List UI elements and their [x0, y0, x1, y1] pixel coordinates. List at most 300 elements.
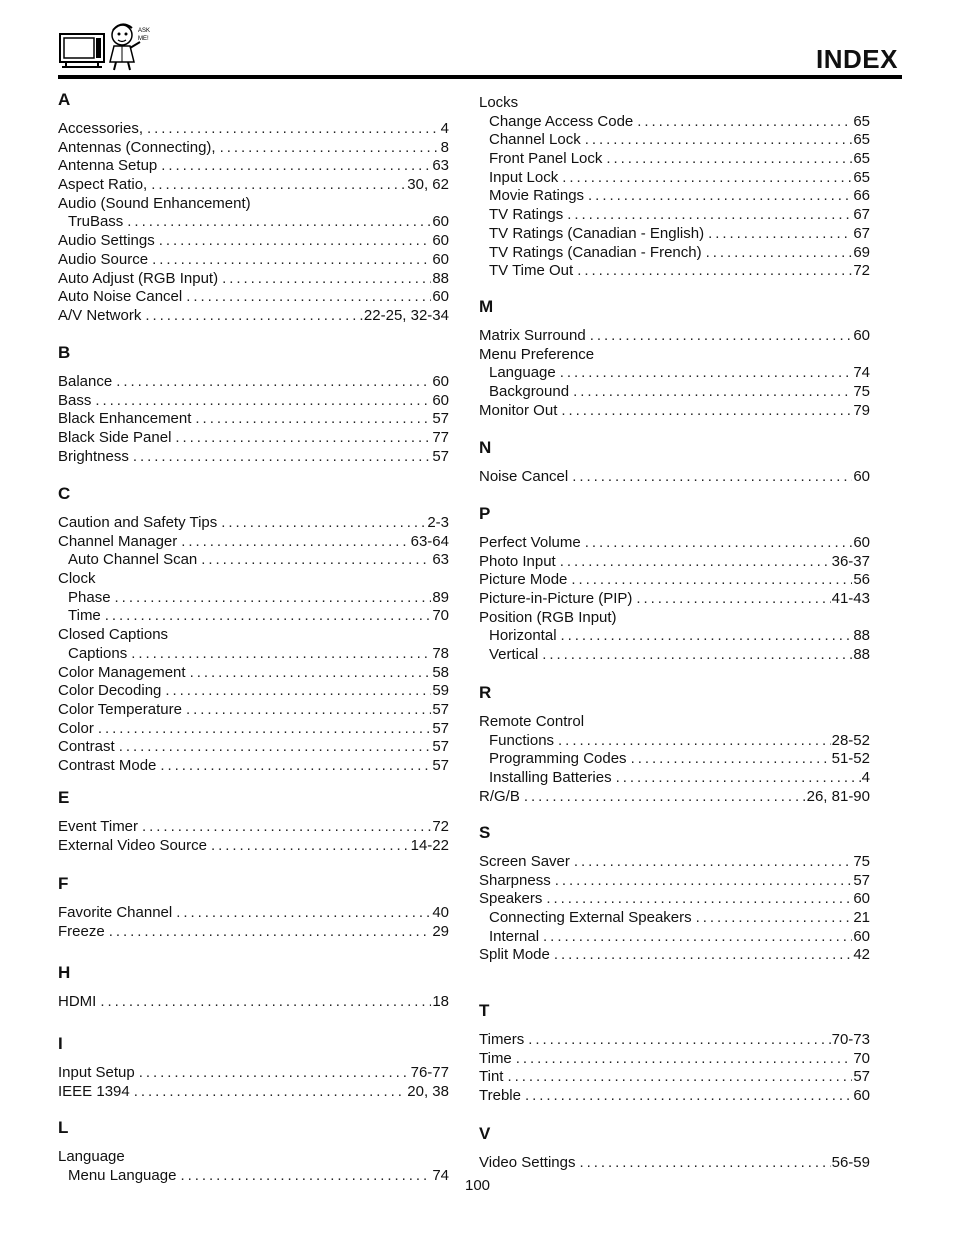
entry-label: Horizontal — [489, 627, 557, 645]
dot-leader — [616, 769, 861, 788]
dot-leader — [555, 872, 853, 891]
dot-leader — [98, 720, 431, 739]
index-entry — [58, 514, 449, 533]
dot-leader — [516, 1050, 853, 1069]
entry-page: 70 — [853, 1049, 870, 1067]
index-entry — [58, 757, 449, 776]
dot-leader — [221, 514, 426, 533]
entry-page: 72 — [853, 262, 870, 280]
dot-leader — [195, 410, 431, 429]
index-entry — [479, 590, 870, 609]
entry-page: 57 — [432, 719, 449, 737]
dot-leader — [543, 928, 852, 947]
entry-label: Color — [58, 719, 94, 737]
section-letter: E — [58, 788, 70, 807]
section-letter: V — [479, 1124, 491, 1143]
dot-leader — [147, 120, 440, 139]
index-entry — [58, 1148, 449, 1167]
index-entry — [58, 195, 449, 214]
entry-page: 60 — [432, 373, 449, 390]
entry-page: 72 — [432, 818, 449, 835]
dot-leader — [577, 262, 852, 281]
index-entry — [479, 1154, 870, 1173]
index-subentry — [58, 551, 449, 570]
entry-page: 63-64 — [410, 532, 449, 550]
entry-page: 60 — [432, 288, 449, 306]
entry-page: 60 — [432, 213, 449, 231]
dot-leader — [561, 402, 852, 421]
dot-leader — [180, 1167, 431, 1186]
dot-leader — [159, 232, 432, 251]
entry-label: Channel Manager — [58, 532, 178, 550]
dot-leader — [574, 853, 852, 872]
dot-leader — [573, 383, 852, 402]
entry-page: 57 — [432, 410, 449, 428]
entry-label: Vertical — [489, 646, 539, 664]
index-subentry — [479, 113, 870, 132]
entry-page: 2-3 — [427, 514, 449, 531]
index-section-m — [479, 295, 870, 420]
section-letter: R — [479, 683, 492, 702]
dot-leader — [127, 213, 431, 232]
index-subentry — [479, 627, 870, 646]
index-entry — [479, 713, 870, 732]
svg-text:ASK: ASK — [138, 28, 151, 34]
entry-label: Auto Noise Cancel — [58, 288, 183, 306]
index-entry — [479, 346, 870, 365]
dot-leader — [105, 607, 432, 626]
entry-label: Functions — [489, 731, 555, 749]
entry-page: 14-22 — [410, 836, 449, 854]
dot-leader — [637, 113, 852, 132]
index-subentry — [479, 206, 870, 225]
index-entry — [479, 534, 870, 553]
index-entry — [58, 157, 449, 176]
dot-leader — [708, 225, 852, 244]
index-section-r — [479, 681, 870, 806]
dot-leader — [554, 946, 852, 965]
entry-page: 56 — [853, 571, 870, 589]
entry-page: 65 — [853, 112, 870, 130]
dot-leader — [176, 904, 431, 923]
index-entry — [58, 139, 449, 158]
entry-label: Auto Channel Scan — [68, 551, 198, 569]
entry-label: Antenna Setup — [58, 157, 158, 175]
entry-label: External Video Source — [58, 836, 207, 854]
entry-label: Treble — [479, 1087, 521, 1105]
index-entry — [58, 448, 449, 467]
section-letter: S — [479, 823, 491, 842]
dot-leader — [142, 818, 431, 837]
dot-leader — [134, 1083, 407, 1102]
entry-page: 29 — [432, 922, 449, 940]
entry-label: Matrix Surround — [479, 327, 586, 344]
entry-label: Time — [68, 607, 101, 625]
entry-page: 88 — [432, 269, 449, 287]
index-entry — [58, 392, 449, 411]
entry-page: 60 — [432, 232, 449, 250]
entry-label: Contrast Mode — [58, 756, 157, 774]
dot-leader — [181, 533, 409, 552]
entry-label: Video Settings — [479, 1154, 576, 1171]
index-subentry — [58, 607, 449, 626]
page-number: 100 — [465, 1177, 491, 1194]
index-section-h — [58, 961, 449, 1012]
index-entry — [479, 327, 870, 346]
index-section-locks — [479, 94, 870, 281]
entry-page: 21 — [853, 909, 870, 927]
entry-page: 60 — [853, 1087, 870, 1105]
entry-label: Antennas (Connecting), — [58, 138, 216, 156]
entry-label: Channel Lock — [489, 131, 581, 149]
index-entry — [479, 853, 870, 872]
entry-label: Connecting External Speakers — [489, 909, 692, 927]
dot-leader — [145, 307, 363, 326]
dot-leader — [572, 468, 852, 487]
index-subentry — [58, 1167, 449, 1186]
index-entry — [58, 270, 449, 289]
dot-leader — [165, 682, 431, 701]
index-section-l — [58, 1116, 449, 1185]
entry-page: 57 — [853, 871, 870, 889]
entry-page: 57 — [432, 447, 449, 465]
entry-label: TV Ratings — [489, 206, 564, 224]
dot-leader — [95, 392, 431, 411]
dot-leader — [133, 448, 431, 467]
entry-page: 60 — [853, 890, 870, 908]
entry-label: Color Management — [58, 663, 186, 681]
index-entry — [58, 818, 449, 837]
entry-page: 65 — [853, 168, 870, 186]
entry-label: Bass — [58, 391, 92, 409]
index-entry — [479, 402, 870, 421]
entry-label: Clock — [58, 570, 96, 588]
index-entry — [58, 682, 449, 701]
index-entry — [479, 468, 870, 487]
entry-label: A/V Network — [58, 306, 142, 324]
index-entry — [479, 553, 870, 572]
entry-label: Contrast — [58, 738, 115, 756]
entry-page: 8 — [440, 138, 449, 156]
entry-page: 36-37 — [831, 552, 870, 570]
entry-label: Audio (Sound Enhancement) — [58, 194, 251, 212]
entry-page: 20, 38 — [407, 1082, 449, 1100]
entry-label: Audio Settings — [58, 232, 155, 250]
dot-leader — [606, 150, 852, 169]
entry-page: 60 — [853, 927, 870, 945]
dot-leader — [524, 788, 806, 807]
entry-label: TV Ratings (Canadian - French) — [489, 243, 702, 261]
dot-leader — [507, 1068, 852, 1087]
dot-leader — [558, 732, 831, 751]
index-entry — [58, 120, 449, 139]
index-entry — [479, 1087, 870, 1106]
entry-label: IEEE 1394 — [58, 1082, 130, 1100]
page-title: INDEX — [816, 44, 898, 74]
index-section-f — [58, 872, 449, 941]
dot-leader — [186, 701, 431, 720]
entry-label: Time — [479, 1049, 512, 1067]
index-section-n — [479, 436, 870, 487]
entry-page: 57 — [432, 756, 449, 774]
entry-page: 89 — [432, 588, 449, 606]
index-subentry — [479, 187, 870, 206]
entry-page: 26, 81-90 — [806, 787, 870, 805]
entry-page: 18 — [432, 993, 449, 1010]
index-entry — [58, 1064, 449, 1083]
entry-label: Black Enhancement — [58, 410, 192, 428]
dot-leader — [186, 288, 431, 307]
entry-label: Tint — [479, 1068, 504, 1086]
entry-label: Photo Input — [479, 552, 556, 570]
entry-label: Accessories, — [58, 120, 144, 137]
entry-page: 40 — [432, 904, 449, 921]
index-subentry — [479, 225, 870, 244]
section-letter: I — [58, 1034, 63, 1053]
entry-page: 60 — [432, 250, 449, 268]
dot-leader — [160, 757, 431, 776]
index-entry — [479, 609, 870, 628]
entry-page: 58 — [432, 663, 449, 681]
index-subentry — [479, 909, 870, 928]
entry-label: Front Panel Lock — [489, 150, 603, 168]
index-subentry — [479, 732, 870, 751]
entry-label: Language — [58, 1148, 125, 1165]
index-section-v — [479, 1122, 870, 1173]
entry-label: Sharpness — [479, 871, 551, 889]
index-subentry — [58, 213, 449, 232]
entry-label: Internal — [489, 927, 540, 945]
dot-leader — [119, 738, 432, 757]
entry-page: 60 — [432, 391, 449, 409]
index-subentry — [479, 131, 870, 150]
dot-leader — [560, 364, 853, 383]
entry-label: Closed Captions — [58, 626, 169, 644]
index-subentry — [58, 645, 449, 664]
index-entry — [58, 176, 449, 195]
section-letter: L — [58, 1118, 69, 1137]
index-entry — [479, 571, 870, 590]
index-subentry — [479, 383, 870, 402]
index-entry — [58, 837, 449, 856]
dot-leader — [211, 837, 410, 856]
entry-label: TV Time Out — [489, 262, 574, 280]
header-rule — [58, 75, 902, 79]
section-letter: F — [58, 874, 69, 893]
entry-label: TruBass — [68, 213, 124, 231]
entry-page: 74 — [853, 364, 870, 382]
entry-page: 56-59 — [831, 1154, 870, 1171]
entry-label: Menu Language — [68, 1166, 177, 1184]
entry-label: Aspect Ratio, — [58, 176, 148, 194]
index-section-p — [479, 502, 870, 665]
entry-page: 28-52 — [831, 731, 870, 749]
entry-label: Monitor Out — [479, 401, 558, 419]
entry-label: TV Ratings (Canadian - English) — [489, 224, 705, 242]
entry-page: 77 — [432, 429, 449, 447]
entry-label: Position (RGB Input) — [479, 608, 617, 626]
index-subentry — [479, 646, 870, 665]
entry-label: Timers — [479, 1031, 525, 1048]
index-entry — [58, 664, 449, 683]
dot-leader — [542, 646, 852, 665]
section-letter: A — [58, 90, 71, 109]
svg-text:ME!: ME! — [138, 36, 149, 42]
entry-page: 69 — [853, 243, 870, 261]
index-section-b — [58, 341, 449, 466]
index-subentry — [479, 769, 870, 788]
section-letter: N — [479, 438, 492, 457]
entry-page: 74 — [432, 1166, 449, 1184]
index-subentry — [479, 262, 870, 281]
entry-page: 67 — [853, 224, 870, 242]
entry-page: 42 — [853, 946, 870, 964]
entry-label: Black Side Panel — [58, 429, 172, 447]
ask-me-logo — [58, 18, 158, 72]
index-entry — [58, 533, 449, 552]
entry-page: 60 — [853, 468, 870, 485]
dot-leader — [696, 909, 853, 928]
section-letter: B — [58, 343, 71, 362]
dot-leader — [585, 131, 853, 150]
index-section-c — [58, 482, 449, 776]
index-section-s — [479, 821, 870, 965]
entry-page: 4 — [861, 769, 870, 787]
index-subentry — [479, 244, 870, 263]
index-entry — [479, 1031, 870, 1050]
index-subentry — [479, 364, 870, 383]
entry-page: 57 — [853, 1068, 870, 1086]
entry-page: 57 — [432, 738, 449, 756]
entry-label: Programming Codes — [489, 750, 627, 768]
index-entry — [58, 288, 449, 307]
dot-leader — [222, 270, 431, 289]
entry-label: Captions — [68, 644, 128, 662]
index-entry — [479, 788, 870, 807]
entry-page: 63 — [432, 157, 449, 175]
entry-label: Remote Control — [479, 713, 585, 730]
entry-page: 66 — [853, 187, 870, 205]
dot-leader — [190, 664, 432, 683]
dot-leader — [528, 1031, 830, 1050]
entry-label: Caution and Safety Tips — [58, 514, 218, 531]
dot-leader — [116, 373, 431, 392]
index-entry — [58, 904, 449, 923]
index-subentry — [479, 928, 870, 947]
index-section-a — [58, 88, 449, 326]
entry-page: 59 — [432, 682, 449, 700]
dot-leader — [562, 169, 852, 188]
entry-label: Movie Ratings — [489, 187, 585, 205]
dot-leader — [585, 534, 853, 553]
index-subentry — [479, 169, 870, 188]
index-entry — [479, 872, 870, 891]
entry-page: 88 — [853, 627, 870, 645]
entry-label: Favorite Channel — [58, 904, 173, 921]
index-entry — [479, 890, 870, 909]
index-entry — [58, 738, 449, 757]
entry-label: Audio Source — [58, 250, 149, 268]
entry-page: 41-43 — [831, 590, 870, 608]
index-entry — [58, 410, 449, 429]
index-entry — [58, 1083, 449, 1102]
index-entry — [58, 701, 449, 720]
dot-leader — [161, 157, 431, 176]
dot-leader — [546, 890, 852, 909]
entry-label: Freeze — [58, 922, 105, 940]
index-section-e — [58, 786, 449, 855]
entry-label: Auto Adjust (RGB Input) — [58, 269, 219, 287]
dot-leader — [152, 251, 431, 270]
entry-page: 4 — [440, 120, 449, 137]
index-entry — [58, 993, 449, 1012]
entry-page: 70-73 — [831, 1031, 870, 1048]
entry-label: Background — [489, 383, 570, 401]
index-entry — [479, 946, 870, 965]
dot-leader — [220, 139, 440, 158]
entry-label: Perfect Volume — [479, 534, 581, 551]
entry-page: 51-52 — [831, 750, 870, 768]
entry-label: Change Access Code — [489, 112, 634, 130]
index-entry — [58, 373, 449, 392]
dot-leader — [561, 627, 853, 646]
entry-page: 78 — [432, 644, 449, 662]
dot-leader — [201, 551, 431, 570]
index-entry — [58, 923, 449, 942]
index-entry — [479, 1068, 870, 1087]
index-entry — [58, 429, 449, 448]
entry-label: HDMI — [58, 993, 97, 1010]
entry-page: 65 — [853, 131, 870, 149]
dot-leader — [139, 1064, 410, 1083]
entry-label: Speakers — [479, 890, 543, 908]
entry-page: 65 — [853, 150, 870, 168]
dot-leader — [590, 327, 853, 346]
dot-leader — [131, 645, 431, 664]
index-entry — [479, 1050, 870, 1069]
entry-label: Installing Batteries — [489, 769, 612, 787]
section-letter: H — [58, 963, 71, 982]
section-letter: T — [479, 1001, 490, 1020]
entry-page: 88 — [853, 646, 870, 664]
entry-page: 76-77 — [410, 1064, 449, 1081]
entry-label: Color Decoding — [58, 682, 162, 700]
entry-label: Color Temperature — [58, 700, 182, 718]
dot-leader — [631, 750, 831, 769]
entry-page: 57 — [432, 700, 449, 718]
index-entry — [58, 232, 449, 251]
dot-leader — [588, 187, 852, 206]
dot-leader — [560, 553, 831, 572]
entry-label: Phase — [68, 588, 111, 606]
dot-leader — [706, 244, 853, 263]
dot-leader — [571, 571, 852, 590]
dot-leader — [115, 589, 432, 608]
entry-label: Brightness — [58, 447, 129, 465]
entry-label: Picture Mode — [479, 571, 568, 589]
entry-page: 70 — [432, 607, 449, 625]
entry-label: Locks — [479, 94, 519, 111]
dot-leader — [636, 590, 830, 609]
entry-label: Picture-in-Picture (PIP) — [479, 590, 633, 608]
index-entry — [58, 720, 449, 739]
index-entry — [58, 626, 449, 645]
index-entry — [58, 307, 449, 326]
section-letter: C — [58, 484, 71, 503]
entry-label: Noise Cancel — [479, 468, 569, 485]
entry-page: 22-25, 32-34 — [363, 306, 449, 324]
entry-label: Balance — [58, 373, 113, 390]
